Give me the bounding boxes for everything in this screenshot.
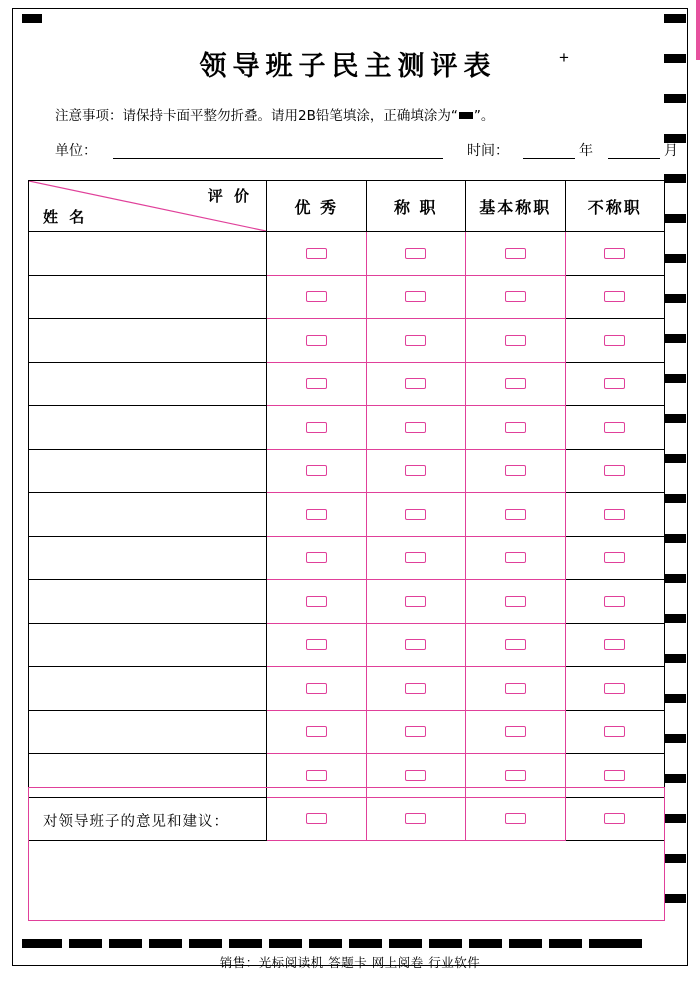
bubble-cell-basically-competent[interactable] <box>466 406 566 450</box>
header-corner-cell <box>29 181 267 232</box>
year-label: 年 <box>579 143 593 159</box>
evaluation-table <box>28 180 665 841</box>
bubble-cell-excellent[interactable] <box>267 536 367 580</box>
name-input-cell[interactable] <box>29 493 267 537</box>
bubble-cell-basically-competent[interactable] <box>466 449 566 493</box>
table-row <box>29 406 665 450</box>
bubble-cell-incompetent[interactable] <box>565 406 665 450</box>
bubble[interactable] <box>306 726 327 737</box>
bubble[interactable] <box>604 291 625 302</box>
comments-label: 对领导班子的意见和建议： <box>43 814 229 830</box>
bubble-cell-competent[interactable] <box>366 536 466 580</box>
bubble-cell-basically-competent[interactable] <box>466 362 566 406</box>
bubble[interactable] <box>405 552 426 563</box>
header-col-excellent: 优 秀 <box>267 181 367 232</box>
bubble-cell-competent[interactable] <box>366 667 466 711</box>
month-input[interactable] <box>608 158 660 159</box>
bubble-cell-competent[interactable] <box>366 449 466 493</box>
footer-text: 销售：光标阅读机 答题卡 网上阅卷 行业软件 <box>219 955 481 970</box>
table-row <box>29 319 665 363</box>
bubble-cell-basically-competent[interactable] <box>466 580 566 624</box>
bubble[interactable] <box>405 639 426 650</box>
bubble[interactable] <box>306 335 327 346</box>
table-row <box>29 623 665 667</box>
bubble-cell-competent[interactable] <box>366 232 466 276</box>
bubble-cell-incompetent[interactable] <box>565 362 665 406</box>
bubble[interactable] <box>604 683 625 694</box>
bubble-cell-incompetent[interactable] <box>565 449 665 493</box>
bubble-cell-excellent[interactable] <box>267 710 367 754</box>
bubble[interactable] <box>505 726 526 737</box>
bubble[interactable] <box>604 422 625 433</box>
bubble-cell-excellent[interactable] <box>267 406 367 450</box>
bubble[interactable] <box>505 378 526 389</box>
bubble[interactable] <box>306 596 327 607</box>
instructions-text <box>55 104 494 124</box>
bubble-cell-incompetent[interactable] <box>565 275 665 319</box>
bubble-cell-excellent[interactable] <box>267 275 367 319</box>
bubble[interactable] <box>306 465 327 476</box>
time-label: 时间： <box>467 143 509 159</box>
bubble[interactable] <box>604 596 625 607</box>
bubble[interactable] <box>306 291 327 302</box>
bubble-cell-competent[interactable] <box>366 623 466 667</box>
bubble[interactable] <box>405 335 426 346</box>
name-input-cell[interactable] <box>29 362 267 406</box>
bubble[interactable] <box>306 422 327 433</box>
name-input-cell[interactable] <box>29 667 267 711</box>
bubble[interactable] <box>505 509 526 520</box>
bubble-cell-basically-competent[interactable] <box>466 493 566 537</box>
bubble[interactable] <box>405 770 426 781</box>
bubble-cell-competent[interactable] <box>366 710 466 754</box>
bubble[interactable] <box>505 291 526 302</box>
month-label: 月 <box>664 143 678 159</box>
evaluation-table-wrap <box>28 180 665 841</box>
bubble-cell-incompetent[interactable] <box>565 493 665 537</box>
bubble[interactable] <box>405 378 426 389</box>
name-input-cell[interactable] <box>29 623 267 667</box>
bubble-cell-competent[interactable] <box>366 406 466 450</box>
fill-sample-icon <box>459 112 473 119</box>
bubble[interactable] <box>505 335 526 346</box>
table-row <box>29 667 665 711</box>
bubble-cell-incompetent[interactable] <box>565 667 665 711</box>
table-row <box>29 362 665 406</box>
bubble[interactable] <box>405 248 426 259</box>
bubble[interactable] <box>604 335 625 346</box>
bubble[interactable] <box>604 465 625 476</box>
bubble-cell-incompetent[interactable] <box>565 536 665 580</box>
bubble-cell-competent[interactable] <box>366 362 466 406</box>
bubble-cell-basically-competent[interactable] <box>466 536 566 580</box>
name-input-cell[interactable] <box>29 710 267 754</box>
bubble-cell-incompetent[interactable] <box>565 319 665 363</box>
header-col-incompetent: 不称职 <box>565 181 665 232</box>
header-col-competent: 称 职 <box>366 181 466 232</box>
table-row <box>29 580 665 624</box>
bubble[interactable] <box>306 248 327 259</box>
bubble[interactable] <box>306 378 327 389</box>
bubble[interactable] <box>405 422 426 433</box>
bubble[interactable] <box>306 552 327 563</box>
bubble[interactable] <box>505 248 526 259</box>
crosshair-mark: + <box>559 48 569 67</box>
bubble-cell-excellent[interactable] <box>267 493 367 537</box>
bubble[interactable] <box>405 726 426 737</box>
header-evaluation-label: 评 价 <box>207 187 252 205</box>
bubble[interactable] <box>604 248 625 259</box>
header-row <box>29 181 665 232</box>
bubble[interactable] <box>505 422 526 433</box>
bubble[interactable] <box>505 770 526 781</box>
header-col-basically-competent: 基本称职 <box>466 181 566 232</box>
bubble-cell-incompetent[interactable] <box>565 580 665 624</box>
bubble-cell-excellent[interactable] <box>267 580 367 624</box>
bubble-cell-incompetent[interactable] <box>565 623 665 667</box>
bubble-cell-excellent[interactable] <box>267 623 367 667</box>
bubble[interactable] <box>405 291 426 302</box>
name-input-cell[interactable] <box>29 449 267 493</box>
bubble[interactable] <box>604 378 625 389</box>
printed-content <box>28 22 678 952</box>
bubble-cell-basically-competent[interactable] <box>466 319 566 363</box>
bubble[interactable] <box>505 552 526 563</box>
name-input-cell[interactable] <box>29 275 267 319</box>
bubble[interactable] <box>604 770 625 781</box>
header-name-label: 姓 名 <box>43 208 88 226</box>
bubble[interactable] <box>405 596 426 607</box>
bubble-cell-basically-competent[interactable] <box>466 667 566 711</box>
bubble-cell-excellent[interactable] <box>267 667 367 711</box>
table-row <box>29 449 665 493</box>
bubble-cell-excellent[interactable] <box>267 362 367 406</box>
bubble[interactable] <box>405 509 426 520</box>
bubble[interactable] <box>505 639 526 650</box>
table-header <box>29 181 665 232</box>
bubble-cell-basically-competent[interactable] <box>466 710 566 754</box>
bubble[interactable] <box>505 465 526 476</box>
bubble[interactable] <box>306 639 327 650</box>
table-body <box>29 232 665 841</box>
bubble-cell-excellent[interactable] <box>267 319 367 363</box>
bubble[interactable] <box>306 509 327 520</box>
instructions-tail: ”。 <box>473 108 495 124</box>
bubble[interactable] <box>604 726 625 737</box>
bubble[interactable] <box>604 509 625 520</box>
unit-input[interactable] <box>113 158 443 159</box>
bubble-cell-basically-competent[interactable] <box>466 232 566 276</box>
bubble[interactable] <box>306 770 327 781</box>
bubble[interactable] <box>604 552 625 563</box>
bubble-cell-basically-competent[interactable] <box>466 623 566 667</box>
bubble-cell-basically-competent[interactable] <box>466 275 566 319</box>
table-row <box>29 710 665 754</box>
page-edge-sliver <box>696 0 700 60</box>
bubble-cell-excellent[interactable] <box>267 449 367 493</box>
page-title: 领导班子民主测评表 <box>199 51 497 82</box>
year-input[interactable] <box>523 158 575 159</box>
bubble[interactable] <box>405 683 426 694</box>
bubble[interactable] <box>306 683 327 694</box>
table-row <box>29 232 665 276</box>
bubble[interactable] <box>604 639 625 650</box>
bubble[interactable] <box>405 465 426 476</box>
name-input-cell[interactable] <box>29 406 267 450</box>
instructions-label: 注意事项：请保持卡面平整勿折叠。请用2B铅笔填涂，正确填涂为“ <box>55 108 458 124</box>
name-input-cell[interactable] <box>29 580 267 624</box>
bubble-cell-competent[interactable] <box>366 493 466 537</box>
table-row <box>29 536 665 580</box>
bubble-cell-incompetent[interactable] <box>565 710 665 754</box>
table-row <box>29 493 665 537</box>
name-input-cell[interactable] <box>29 319 267 363</box>
table-row <box>29 275 665 319</box>
bubble-cell-excellent[interactable] <box>267 232 367 276</box>
unit-label: 单位： <box>55 143 97 159</box>
name-input-cell[interactable] <box>29 536 267 580</box>
comments-box[interactable] <box>28 787 665 921</box>
name-input-cell[interactable] <box>29 232 267 276</box>
bubble[interactable] <box>505 596 526 607</box>
bubble-cell-competent[interactable] <box>366 580 466 624</box>
bubble-cell-competent[interactable] <box>366 319 466 363</box>
bubble-cell-incompetent[interactable] <box>565 232 665 276</box>
bubble-cell-competent[interactable] <box>366 275 466 319</box>
bubble[interactable] <box>505 683 526 694</box>
